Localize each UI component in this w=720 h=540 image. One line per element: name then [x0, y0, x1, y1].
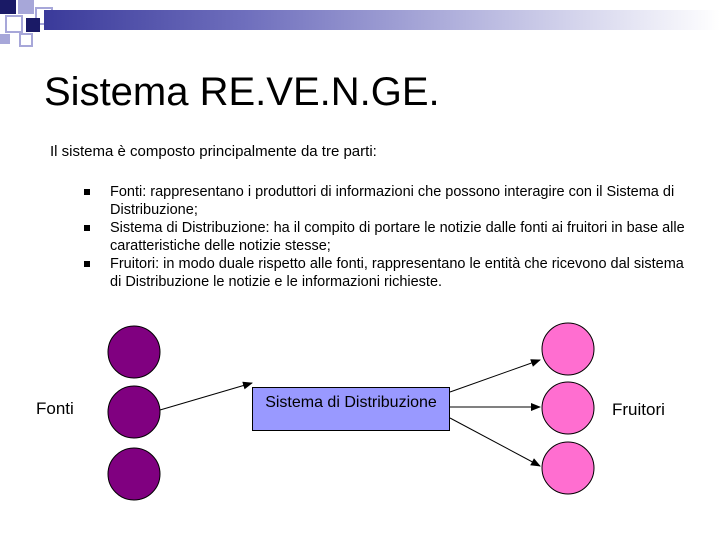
slide-title: Sistema RE.VE.N.GE.	[44, 70, 440, 114]
arrow-system-to-consumer-top	[450, 360, 540, 392]
bullet-text: Fonti: rappresentano i produttori di informazioni che possono interagire con il Sistema di Distribuzione;	[110, 184, 675, 218]
consumer-node-bottom	[542, 442, 594, 494]
consumers-label: Fruitori	[612, 400, 665, 419]
intro-text: Il sistema è composto principalmente da tre parti:	[50, 143, 377, 160]
bullet-text: Fruitori: in modo duale rispetto alle fonti, rappresentano le entità che ricevono dal sistema di Distribuzione le notizie e le informazioni richieste.	[110, 256, 684, 290]
consumer-node-top	[542, 323, 594, 375]
source-node-top	[108, 326, 160, 378]
source-node-middle	[108, 386, 160, 438]
source-node-bottom	[108, 448, 160, 500]
arrow-system-to-consumer-bottom	[450, 418, 540, 466]
bullet-text: Sistema di Distribuzione: ha il compito di portare le notizie dalle fonti ai fruitori in base alle caratteristiche delle notizie stesse;	[110, 220, 685, 254]
consumer-node-middle	[542, 382, 594, 434]
sources-label: Fonti	[36, 399, 74, 418]
distribution-system-box: Sistema di Distribuzione	[252, 387, 450, 431]
arrow-source-to-system	[160, 383, 252, 410]
